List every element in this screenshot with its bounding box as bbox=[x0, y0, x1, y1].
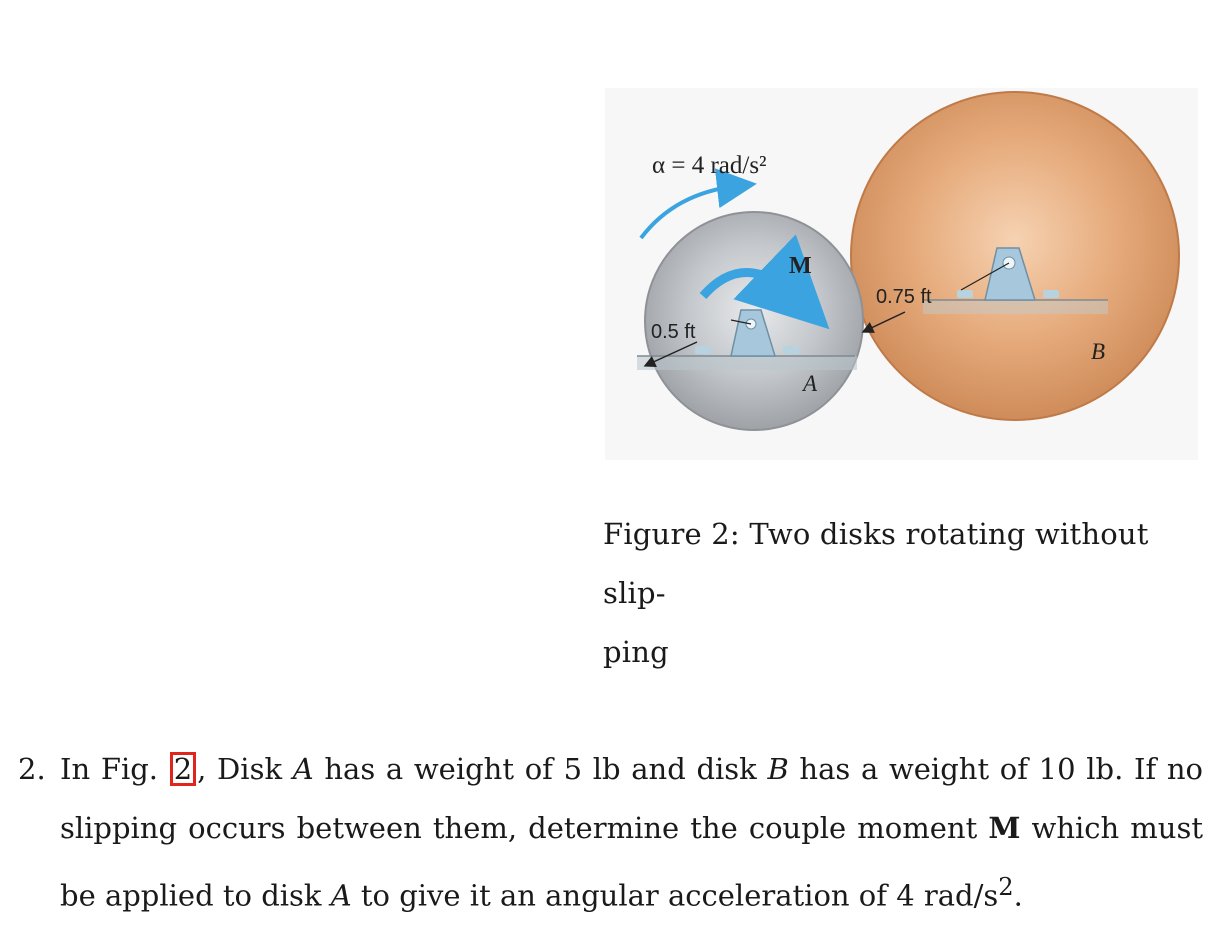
problem-number: 2. bbox=[18, 752, 46, 786]
caption-line-2: ping bbox=[603, 635, 669, 669]
in-fig-text: In Fig. bbox=[60, 752, 158, 786]
alpha-label: α = 4 rad/s² bbox=[652, 152, 767, 179]
radius-b-label: 0.75 ft bbox=[876, 286, 932, 308]
disk-a-symbol-2: A bbox=[330, 878, 352, 913]
moment-symbol: M bbox=[988, 811, 1021, 845]
problem-text: In Fig. 2 , Disk A has a weight of 5 lb and disk B has a weight of 10 lb. If no slipping occurs between them, determine the couple moment M which must be applied to disk A to give it an angular acceleration of 4 rad/$s^2$. bbox=[60, 752, 1203, 913]
disks-illustration bbox=[605, 88, 1198, 460]
disk-a-label: A bbox=[803, 371, 818, 396]
figure-ref-link[interactable]: 2 bbox=[170, 752, 196, 786]
moment-label: M bbox=[789, 253, 812, 279]
disk-b-symbol: B bbox=[767, 752, 789, 786]
radius-a-label: 0.5 ft bbox=[651, 321, 696, 343]
figure-caption bbox=[603, 505, 1203, 682]
disk-b-label: B bbox=[1091, 339, 1106, 364]
disk-a-symbol: A bbox=[292, 752, 314, 786]
figure-2 bbox=[605, 88, 1198, 460]
caption-line-1: Figure 2: Two disks rotating without slip- bbox=[603, 517, 1149, 610]
problem-2 bbox=[18, 740, 1203, 926]
